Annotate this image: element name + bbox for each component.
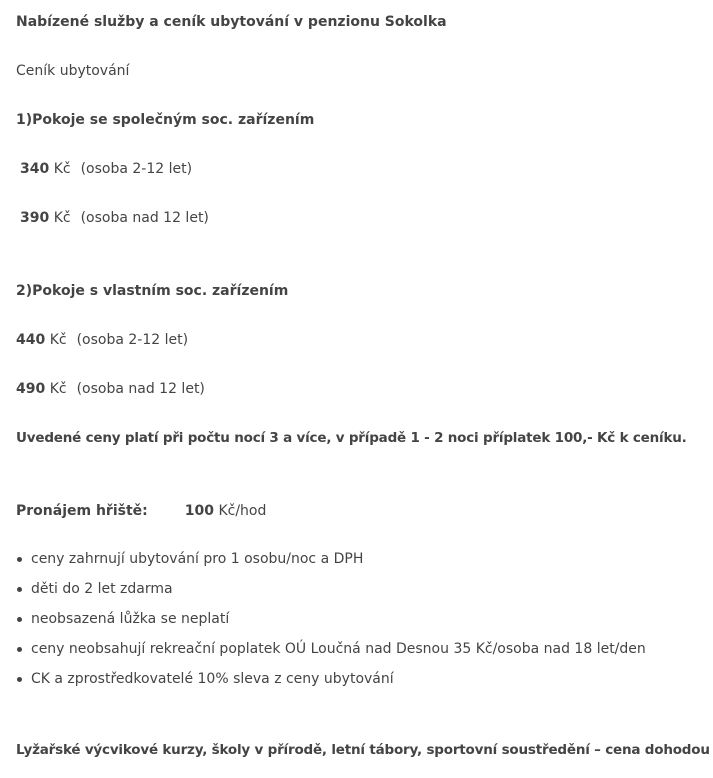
list-item: ceny neobsahují rekreační poplatek OÚ Loučná nad Desnou 35 Kč/osoba nad 18 let/den [16,637,646,667]
price-note: (osoba nad 12 let) [80,210,209,226]
footer-note: Lyžařské výcvikové kurzy, školy v přírodě, letní tábory, sportovní soustředění – cena dohodou [16,742,710,758]
price-value: 340 [20,161,50,177]
page-title: Nabízené služby a ceník ubytování v penzionu Sokolka [16,14,447,30]
list-item: děti do 2 let zdarma [16,577,646,607]
price-row [16,379,205,399]
price-currency: Kč [49,381,67,397]
price-value: 390 [20,210,50,226]
price-note: (osoba 2-12 let) [80,161,193,177]
playground-label: Pronájem hřiště: [16,503,148,519]
price-notice: Uvedené ceny platí při počtu nocí 3 a více, v případě 1 - 2 noci příplatek 100,- Kč k ceníku. [16,430,687,446]
price-row [20,159,192,179]
price-value: 440 [16,332,46,348]
price-currency: Kč [53,210,71,226]
list-item: ceny zahrnují ubytování pro 1 osobu/noc a DPH [16,547,646,577]
section1-title: 1)Pokoje se společným soc. zařízením [16,112,315,128]
price-row [16,330,188,350]
playground-unit: Kč/hod [218,503,267,519]
price-value: 490 [16,381,46,397]
list-item: CK a zprostředkovatelé 10% sleva z ceny ubytování [16,667,646,697]
price-note: (osoba nad 12 let) [76,381,205,397]
price-currency: Kč [53,161,71,177]
pricelist-label: Ceník ubytování [16,63,130,79]
list-item: neobsazená lůžka se neplatí [16,607,646,637]
playground-price: 100 [184,503,214,519]
playground-rental [16,501,266,521]
price-currency: Kč [49,332,67,348]
price-note: (osoba 2-12 let) [76,332,189,348]
conditions-list [16,547,646,697]
section2-title: 2)Pokoje s vlastním soc. zařízením [16,283,289,299]
price-row [20,208,209,228]
